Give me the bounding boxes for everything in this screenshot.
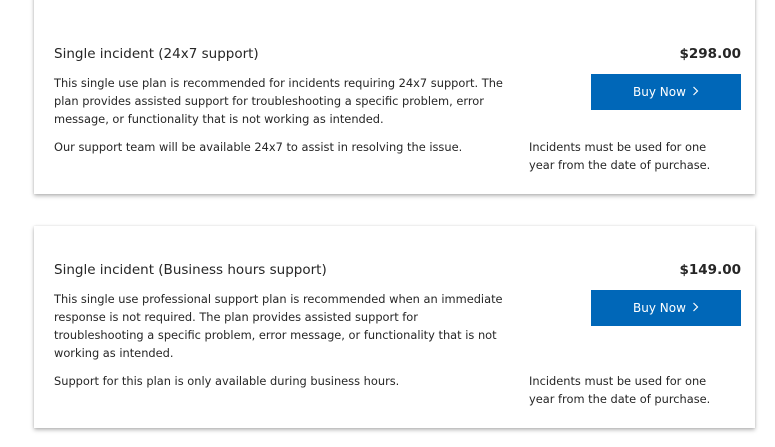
plan-availability-note: Our support team will be available 24x7 to assist in resolving the issue.: [54, 140, 463, 154]
chevron-right-icon: [692, 302, 699, 314]
plan-validity: Incidents must be used for one year from the date of purchase.: [529, 374, 711, 406]
plan-card-24x7: [34, 0, 755, 194]
buy-now-label: Buy Now: [633, 85, 686, 99]
plan-availability-note: Support for this plan is only available during business hours.: [54, 374, 400, 388]
plan-price: $298.00: [679, 46, 741, 62]
plan-card-business-hours: [34, 226, 755, 428]
buy-now-button[interactable]: [591, 74, 741, 110]
plan-price: $149.00: [679, 262, 741, 278]
plan-description: This single use professional support plan is recommended when an immediate response is not required. The plan provides assisted support for troubleshooting a specific problem, error message, or functionality that is not working as intended.: [54, 292, 503, 360]
chevron-right-icon: [692, 86, 699, 98]
buy-now-button[interactable]: [591, 290, 741, 326]
plan-description: This single use plan is recommended for incidents requiring 24x7 support. The plan provides assisted support for troubleshooting a specific problem, error message, or functionality that is not working as intended.: [54, 76, 503, 126]
buy-now-label: Buy Now: [633, 301, 686, 315]
plan-title: Single incident (Business hours support): [54, 262, 327, 278]
plan-validity: Incidents must be used for one year from the date of purchase.: [529, 140, 711, 172]
plan-title: Single incident (24x7 support): [54, 46, 259, 62]
